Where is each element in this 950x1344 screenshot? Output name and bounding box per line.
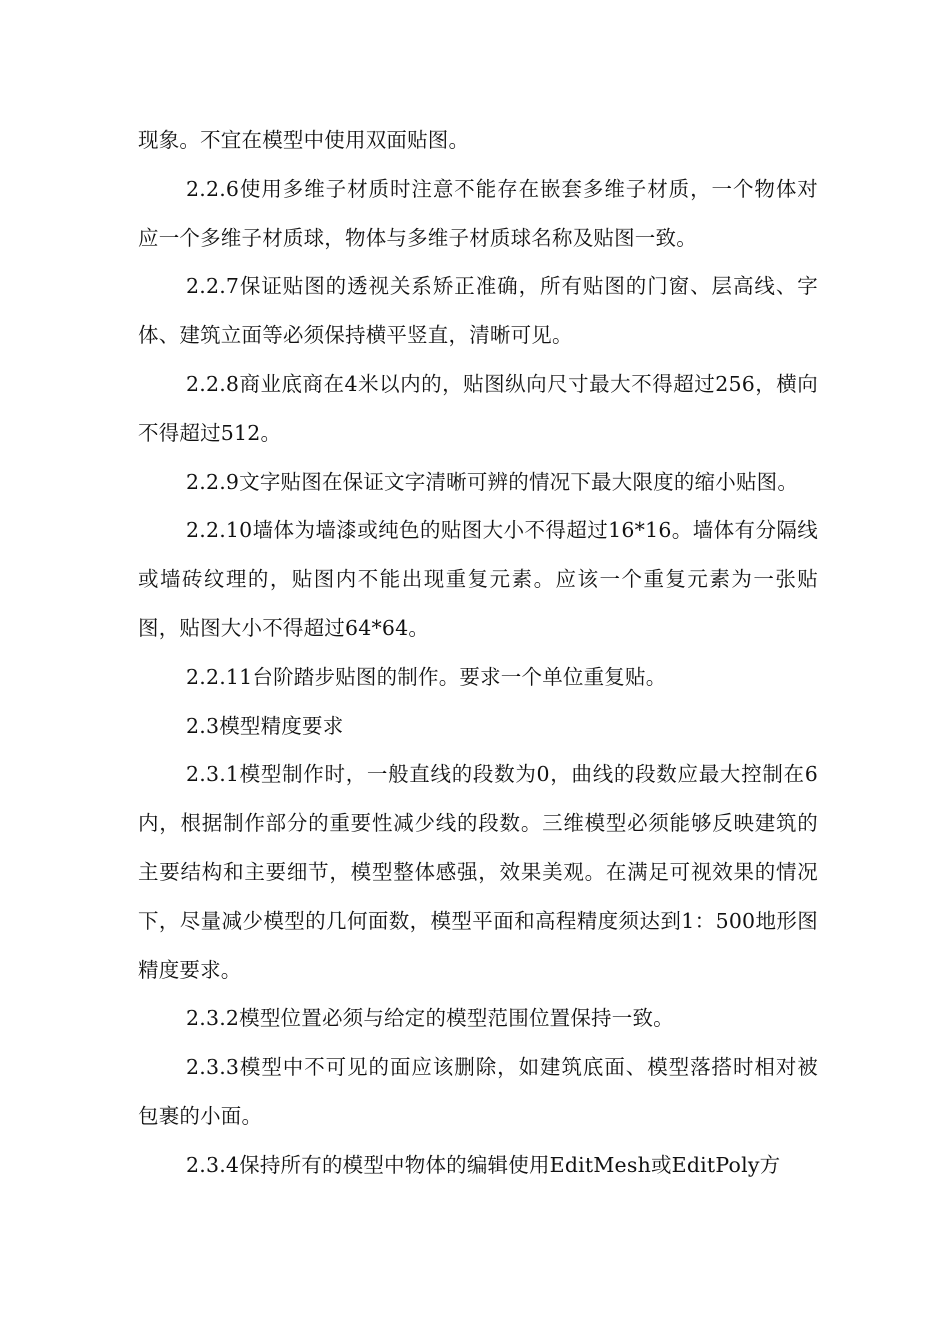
paragraph-2-2-9: 2.2.9文字贴图在保证文字清晰可辨的情况下最大限度的缩小贴图。: [186, 469, 799, 494]
paragraph-2-2-8: 2.2.8商业底商在4米以内的，贴图纵向尺寸最大不得超过256，横向不得超过512。: [138, 371, 818, 445]
paragraph-2-3-4: 2.3.4保持所有的模型中物体的编辑使用EditMesh或EditPoly方: [186, 1152, 781, 1177]
paragraph-2-3-3: 2.3.3模型中不可见的面应该删除，如建筑底面、模型落搭时相对被包裹的小面。: [138, 1055, 818, 1128]
paragraph-2-2-7: 2.2.7保证贴图的透视关系矫正准确，所有贴图的门窗、层高线、字体、建筑立面等必须保持横平竖直，清晰可见。: [138, 274, 818, 348]
paragraph-continuation: 现象。不宜在模型中使用双面贴图。: [138, 128, 470, 152]
paragraph-2-2-10: 2.2.10墙体为墙漆或纯色的贴图大小不得超过16*16。墙体有分隔线或墙砖纹理的，贴图内不能出现重复元素。应该一个重复元素为一张贴图，贴图大小不得超过64*64。: [138, 518, 818, 640]
paragraph-2-2-11: 2.2.11台阶踏步贴图的制作。要求一个单位重复贴。: [186, 664, 667, 689]
body-text: [138, 116, 818, 1190]
section-heading-2-3: 2.3模型精度要求: [186, 713, 344, 738]
paragraph-2-3-2: 2.3.2模型位置必须与给定的模型范围位置保持一致。: [186, 1006, 674, 1031]
paragraph-2-3-1: 2.3.1模型制作时，一般直线的段数为0，曲线的段数应最大控制在6内，根据制作部分的重要性减少线的段数。三维模型必须能够反映建筑的主要结构和主要细节，模型整体感强，效果美观。在满足可视效果的情况下，尽量减少模型的几何面数，模型平面和高程精度须达到1：500地形图精度要求。: [138, 762, 818, 982]
paragraph-2-2-6: 2.2.6使用多维子材质时注意不能存在嵌套多维子材质，一个物体对应一个多维子材质球，物体与多维子材质球名称及贴图一致。: [138, 176, 818, 250]
